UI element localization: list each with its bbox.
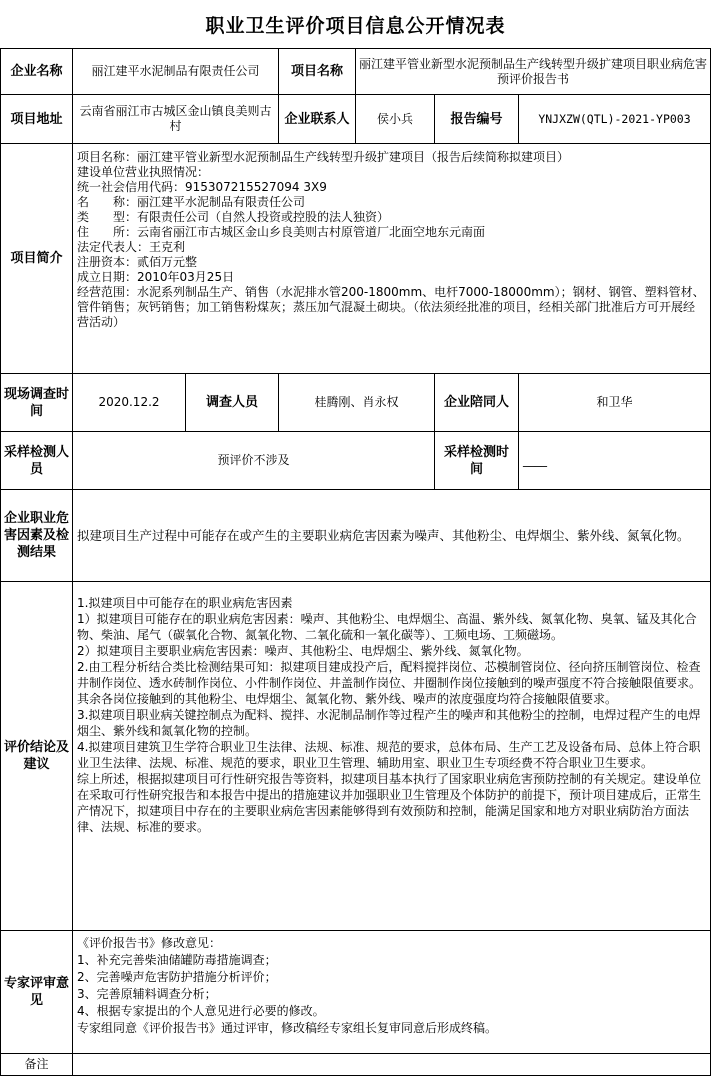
conclusion-line: 4.拟建项目建筑卫生学符合职业卫生法律、法规、标准、规范的要求，总体布局、生产工艺及设备布局、总体上符合职业卫生法律、法规、标准、规范的要求，职业卫生管理、辅助用室、职业卫生专项经费不符合职业卫生要求。: [77, 740, 701, 770]
report-value: YNJXZW(QTL)-2021-YP003: [519, 95, 711, 144]
review-line: 1、补充完善柴油储罐防毒措施调查；: [77, 953, 277, 967]
review-label: 专家评审意见: [0, 931, 73, 1054]
review-line: 专家组同意《评价报告书》通过评审，修改稿经专家组长复审同意后形成终稿。: [77, 1021, 498, 1035]
sampling-time-label: 采样检测时间: [435, 432, 519, 490]
intro-text: [73, 144, 711, 374]
conclusion-line: 1.拟建项目中可能存在的职业病危害因素: [77, 596, 293, 610]
conclusion-text: [73, 582, 711, 931]
info-table: [0, 48, 711, 1076]
sampling-time-value: ____: [519, 432, 711, 490]
contact-label: 企业联系人: [279, 95, 356, 144]
conclusion-line: 综上所述，根据拟建项目可行性研究报告等资料，拟建项目基本执行了国家职业病危害预防控制的有关规定。建设单位在采取可行性研究报告和本报告中提出的措施建议并加强职业卫生管理及个体防护的前提下，预计项目建成后，正常生产情况下，拟建项目中存在的主要职业病危害因素能够得到有效预防和控制，能满足国家和地方对职业病防治方面法律、法规、标准的要求。: [77, 772, 702, 834]
survey-staff-label: 调查人员: [186, 374, 279, 432]
intro-line: 法定代表人：王克利: [77, 240, 186, 254]
review-line: 4、根据专家提出的个人意见进行必要的修改。: [77, 1004, 325, 1018]
sampling-staff-value: 预评价不涉及: [73, 432, 435, 490]
address-label: 项目地址: [0, 95, 73, 144]
project-value: 丽江建平管业新型水泥预制品生产线转型升级扩建项目职业病危害预评价报告书: [356, 48, 711, 95]
project-label: 项目名称: [279, 48, 356, 95]
conclusion-label: 评价结论及建议: [0, 582, 73, 931]
remarks-label: 备注: [0, 1054, 73, 1076]
survey-time-value: 2020.12.2: [73, 374, 186, 432]
escort-value: 和卫华: [519, 374, 711, 432]
review-line: 3、完善原辅料调查分析；: [77, 987, 217, 1001]
intro-line: 名 称：丽江建平水泥制品有限责任公司: [77, 195, 306, 209]
conclusion-line: 2）拟建项目主要职业病危害因素：噪声、其他粉尘、电焊烟尘、紫外线、氮氧化物。: [77, 644, 529, 658]
review-line: 《评价报告书》修改意见：: [77, 936, 222, 950]
intro-line: 建设单位营业执照情况：: [77, 165, 210, 179]
intro-line: 类 型：有限责任公司（自然人投资或控股的法人独资）: [77, 210, 390, 224]
intro-line: 项目名称：丽江建平管业新型水泥预制品生产线转型升级扩建项目（报告后续简称拟建项目）: [77, 150, 570, 164]
survey-time-label: 现场调查时间: [0, 374, 73, 432]
conclusion-line: 1）拟建项目可能存在的职业病危害因素：噪声、其他粉尘、电焊烟尘、高温、紫外线、氮氧化物、臭氧、锰及其化合物、柴油、尾气（碳氧化合物、氮氧化物、二氧化硫和一氧化碳等）、工频电场、工频磁场。: [77, 612, 697, 642]
page-title: 职业卫生评价项目信息公开情况表: [205, 14, 506, 37]
sampling-staff-label: 采样检测人员: [0, 432, 73, 490]
report-label: 报告编号: [435, 95, 519, 144]
intro-line: 住 所：云南省丽江市古城区金山乡良美则古村原管道厂北面空地东元南面: [77, 225, 486, 239]
intro-line: 经营范围：水泥系列制品生产、销售（水泥排水管200-1800mm、电杆7000-18000mm）；钢材、钢管、塑料管材、管件销售；灰钙销售；加工销售粉煤灰；蒸压加气混凝土砌块。（依法须经批准的项目，经相关部门批准后方可开展经营活动）: [77, 285, 705, 329]
review-text: [73, 931, 711, 1054]
hazard-label: 企业职业危害因素及检测结果: [0, 490, 73, 582]
review-line: 2、完善噪声危害防护措施分析评价；: [77, 970, 277, 984]
intro-line: 统一社会信用代码：915307215527094 3X9: [77, 180, 327, 194]
survey-staff-value: 桂腾刚、肖永权: [279, 374, 435, 432]
company-label: 企业名称: [0, 48, 73, 95]
conclusion-line: 3.拟建项目职业病关键控制点为配料、搅拌、水泥制品制作等过程产生的噪声和其他粉尘的控制，电焊过程产生的电焊烟尘、紫外线和氮氧化物的控制。: [77, 708, 701, 738]
intro-line: 成立日期：2010年03月25日: [77, 270, 235, 284]
hazard-text: 拟建项目生产过程中可能存在或产生的主要职业病危害因素为噪声、其他粉尘、电焊烟尘、紫外线、氮氧化物。: [73, 490, 711, 582]
company-value: 丽江建平水泥制品有限责任公司: [73, 48, 279, 95]
intro-line: 注册资本：贰佰万元整: [77, 255, 198, 269]
address-value: 云南省丽江市古城区金山镇良美则古村: [73, 95, 279, 144]
contact-value: 侯小兵: [356, 95, 435, 144]
conclusion-line: 2.由工程分析结合类比检测结果可知：拟建项目建成投产后，配料搅拌岗位、芯模制管岗位、径向挤压制管岗位、检查井制作岗位、透水砖制作岗位、小件制作岗位、井盖制作岗位、井圈制作岗位接触到的噪声强度不符合接触限值要求。其余各岗位接触到的其他粉尘、电焊烟尘、氮氧化物、紫外线、噪声的浓度强度均符合接触限值要求。: [77, 660, 702, 706]
remarks-value: [73, 1054, 711, 1076]
escort-label: 企业陪同人: [435, 374, 519, 432]
intro-label: 项目简介: [0, 144, 73, 374]
